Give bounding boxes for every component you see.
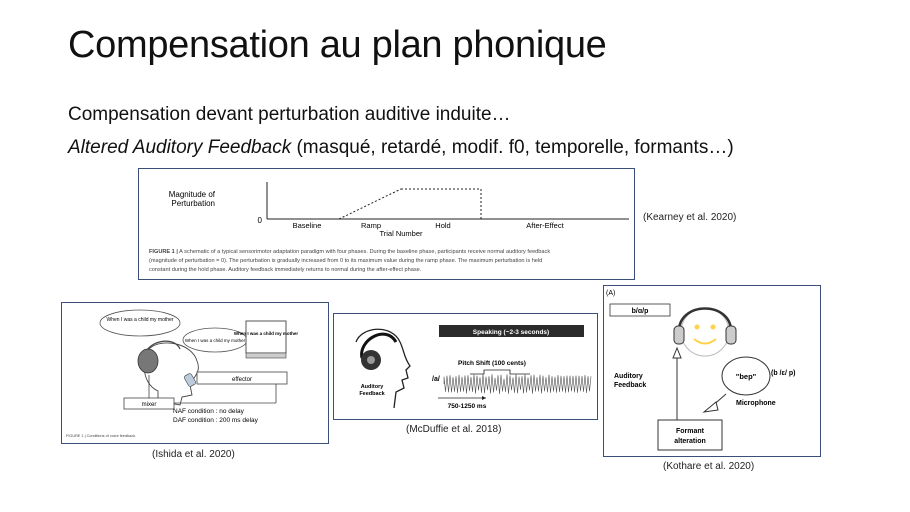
phase-ramp: Ramp [360,221,382,230]
figure-kearney [138,168,635,280]
kothare-diagram [604,286,821,457]
xlabel: Trial Number [379,229,423,238]
mixer-label: mixer [141,402,157,408]
mcduffie-diagram [334,314,598,420]
panel-label: (A) [606,290,616,297]
pitch-shift-step [470,370,530,374]
word-label: b/ɑ/p [631,308,649,315]
headphone-icon [138,349,158,373]
eye-left [695,325,700,330]
ramp-line [339,189,401,219]
mic-label: Microphone [736,400,776,407]
slide-title: Compensation au plan phonique [68,24,607,66]
daf-label: DAF condition : 200 ms delay [173,417,258,424]
feedback-arrowhead [673,348,681,358]
slide-subtitle-2 [68,137,734,159]
aud-fb-1: Auditory [614,373,643,380]
aud-fb-2: Feedback [359,391,385,397]
speech-bubble-1 [100,310,180,336]
formant-box [658,420,722,450]
speaking-label: Speaking (~2-3 seconds) [472,329,550,336]
aud-fb-2: Feedback [614,382,647,389]
bubble-text: "bep" [735,372,757,381]
pitch-shift-label: Pitch Shift (100 cents) [458,360,526,367]
monitor-icon [246,321,286,353]
caption-line-3: constant during the hold phase. Auditory feedback immediately returns to normal during the after-effect phase. [149,267,422,273]
phon-label: (b /ɛ/ p) [771,370,796,377]
ishida-caption: FIGURE 1 | Conditions of voice feedback. [66,434,137,438]
monitor-text: When I was a child my mother [233,331,299,336]
effector-label: effector [232,377,252,383]
headphone-left-icon [674,326,684,344]
kearney-diagram [139,169,635,280]
waveform [444,374,591,394]
ylabel-line-2: Perturbation [171,199,215,208]
caption-line-1: FIGURE 1 | A schematic of a typical sensorimotor adaptation paradigm with four phases. During the baseline phase, participants receive normal auditory feedback [149,249,551,255]
formant-1: Formant [676,428,704,435]
phase-after-effect: After-Effect [526,221,564,230]
subtitle-italic: Altered Auditory Feedback [68,137,292,158]
citation-kearney: (Kearney et al. 2020) [643,212,737,223]
citation-ishida: (Ishida et al. 2020) [152,449,235,460]
ishida-diagram [62,303,329,444]
timing-label: 750-1250 ms [447,403,487,410]
subtitle-rest: (masqué, retardé, modif. f0, temporelle, formants…) [291,137,734,158]
eye-right [711,325,716,330]
phase-baseline: Baseline [292,221,322,230]
timing-arrowhead [482,396,486,400]
vowel-label: /a/ [432,376,440,383]
headphone-center [367,356,375,364]
phase-hold: Hold [435,221,451,230]
figure-kothare [603,285,821,457]
face-outline [681,308,729,356]
aud-fb-1: Auditory [360,384,384,390]
bubble-2-text: When I was a child my mother [184,338,246,343]
figure-ishida [61,302,329,444]
formant-2: alteration [674,438,706,445]
slide-subtitle-1: Compensation devant perturbation auditive induite… [68,104,511,125]
citation-kothare: (Kothare et al. 2020) [663,461,755,472]
ylabel-line-1: Magnitude of [168,190,215,199]
bubble-1-text: When I was a child my mother [106,317,174,323]
headphone-right-icon [726,326,736,344]
mic-arrowhead [704,402,718,412]
monitor-base [246,353,286,358]
zero-label: 0 [257,216,262,225]
caption-line-2: (magnitude of perturbation = 0). The perturbation is gradually increased from 0 to its maximum value during the ramp phase. The maximum perturbation is held [149,258,543,264]
naf-label: NAF condition : no delay [173,408,244,415]
figure-mcduffie [333,313,598,420]
citation-mcduffie: (McDuffie et al. 2018) [406,424,502,435]
